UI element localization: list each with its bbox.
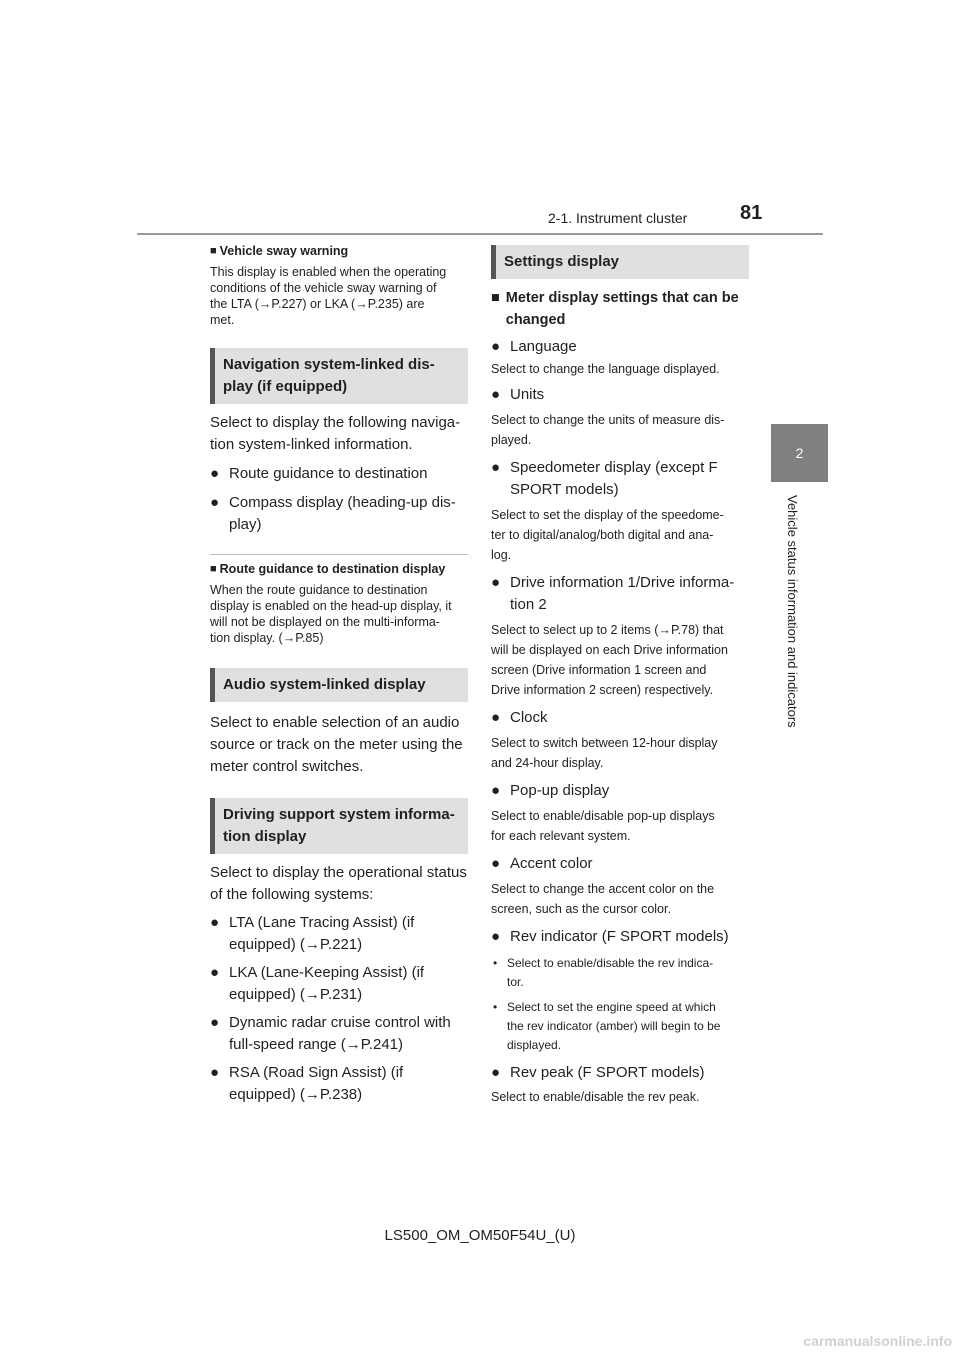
- section-title: 2-1. Instrument cluster: [548, 210, 688, 226]
- settings-section-heading: Settings display: [491, 245, 749, 279]
- setting-desc: Select to enable/disable the rev peak.: [491, 1090, 700, 1104]
- bullet-icon: ●: [491, 782, 501, 799]
- setting-desc: Select to select up to 2 items (→P.78) that will be displayed on each Drive information screen (Drive information 1 screen and Drive information 2 screen) respectively.: [491, 623, 728, 697]
- bullet-icon: ●: [491, 855, 501, 872]
- driving-bullet: ● RSA (Road Sign Assist) (if equipped) (→P.238): [210, 1064, 404, 1103]
- bullet-icon: ●: [210, 964, 220, 981]
- setting-item: ● Speedometer display (except F SPORT models): [491, 459, 718, 498]
- vehicle-sway-heading: ■ Vehicle sway warning: [210, 244, 349, 258]
- driving-bullet: ● LKA (Lane-Keeping Assist) (if equipped) (→P.231): [210, 964, 425, 1003]
- setting-item: ● Language: [491, 336, 751, 358]
- setting-item: ● Clock: [491, 707, 751, 729]
- nav-bullet: ● Route guidance to destination: [210, 463, 470, 485]
- left-column: [210, 244, 470, 1106]
- bullet-icon: ●: [210, 494, 220, 511]
- bullet-icon: ●: [210, 1014, 220, 1031]
- route-note: When the route guidance to destination display is enabled on the head-up display, it will not be displayed on the multi-informa- tion display. (→P.85): [210, 583, 452, 645]
- watermark: carmanualsonline.info: [803, 1333, 952, 1349]
- chapter-tab: [771, 424, 828, 482]
- bullet-icon: ●: [491, 1064, 501, 1081]
- driving-bullet: ● LTA (Lane Tracing Assist) (if equipped) (→P.221): [210, 914, 415, 953]
- square-icon: ■: [210, 245, 217, 257]
- bullet-icon: ●: [491, 459, 501, 476]
- page-number: 81: [740, 202, 763, 224]
- audio-section-heading: Audio system-linked display: [210, 668, 468, 702]
- bullet-icon: ●: [491, 928, 501, 945]
- bullet-icon: ●: [210, 914, 220, 931]
- driving-intro: Select to display the operational status of the following systems:: [210, 864, 467, 903]
- setting-item: ● Pop-up display: [491, 780, 751, 802]
- nav-bullet: ● Compass display (heading-up dis- play): [210, 494, 456, 533]
- setting-desc: Select to set the display of the speedome- ter to digital/analog/both digital and ana- log.: [491, 508, 724, 562]
- chapter-label: Vehicle status information and indicators: [785, 495, 800, 728]
- nav-intro: Select to display the following naviga- tion system-linked information.: [210, 414, 461, 453]
- driving-section-heading: Driving support system informa- tion display: [210, 798, 468, 854]
- setting-item: ● Rev peak (F SPORT models): [491, 1062, 751, 1084]
- setting-item: ● Accent color: [491, 853, 751, 875]
- setting-item: ● Drive information 1/Drive informa- tion 2: [491, 574, 735, 613]
- setting-item: ● Rev indicator (F SPORT models): [491, 926, 751, 948]
- small-bullet-icon: •: [493, 956, 498, 970]
- header-rule: [137, 233, 823, 235]
- separator: [210, 554, 468, 555]
- bullet-icon: ●: [210, 465, 220, 482]
- sub-bullet: • Select to enable/disable the rev indica- tor.: [493, 956, 714, 989]
- setting-desc: Select to change the language displayed.: [491, 362, 720, 376]
- square-icon: ■: [491, 290, 500, 306]
- document-code: LS500_OM_OM50F54U_(U): [384, 1227, 576, 1244]
- bullet-icon: ●: [491, 574, 501, 591]
- chapter-number: 2: [795, 445, 804, 461]
- route-note-heading: ■ Route guidance to destination display: [210, 562, 446, 576]
- audio-text: Select to enable selection of an audio source or track on the meter using the meter control switches.: [210, 714, 463, 775]
- bullet-icon: ●: [491, 386, 501, 403]
- driving-bullet: ● Dynamic radar cruise control with full-speed range (→P.241): [210, 1014, 451, 1053]
- square-icon: ■: [210, 563, 217, 575]
- right-column: [491, 245, 751, 1105]
- setting-desc: Select to change the units of measure dis- played.: [491, 413, 725, 447]
- vehicle-sway-note: This display is enabled when the operating conditions of the vehicle sway warning of the LTA (→P.227) or LKA (→P.235) are met.: [210, 265, 447, 327]
- nav-section-heading: Navigation system-linked dis- play (if equipped): [210, 348, 468, 404]
- setting-desc: Select to enable/disable pop-up displays for each relevant system.: [491, 809, 715, 843]
- sub-bullet: • Select to set the engine speed at which the rev indicator (amber) will begin to be displayed.: [493, 1000, 721, 1052]
- bullet-icon: ●: [491, 338, 501, 355]
- bullet-icon: ●: [491, 709, 501, 726]
- bullet-icon: ●: [210, 1064, 220, 1081]
- setting-desc: Select to switch between 12-hour display and 24-hour display.: [491, 736, 718, 770]
- meter-settings-heading: ■ Meter display settings that can be changed: [491, 287, 751, 331]
- setting-item: ● Units: [491, 384, 751, 406]
- setting-desc: Select to change the accent color on the screen, such as the cursor color.: [491, 882, 715, 916]
- small-bullet-icon: •: [493, 1000, 498, 1014]
